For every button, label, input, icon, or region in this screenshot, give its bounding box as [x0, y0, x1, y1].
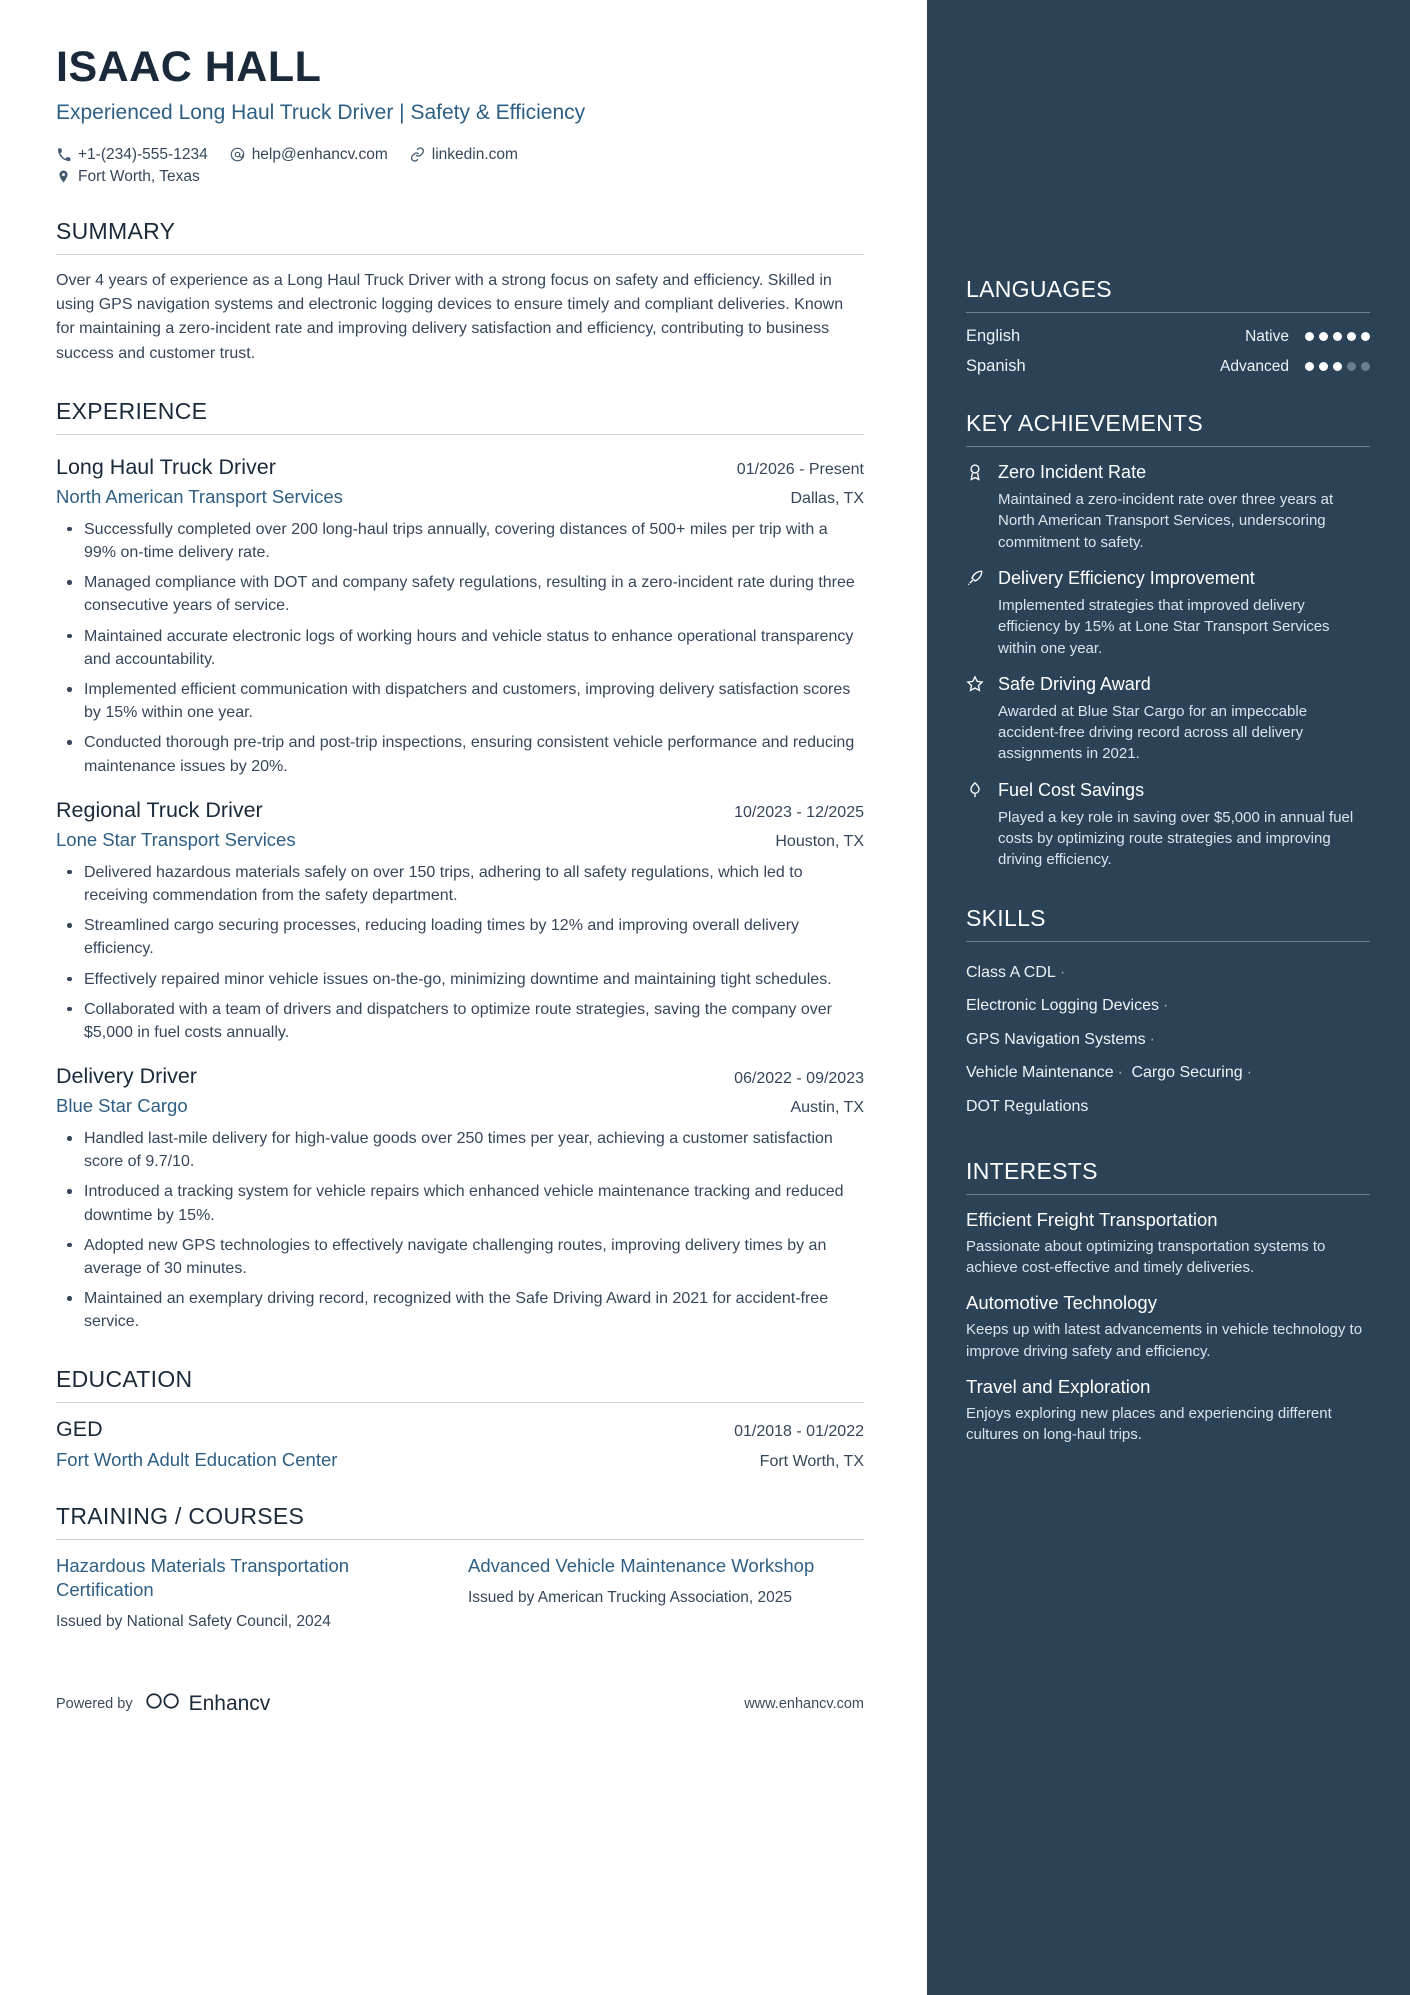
rating-dot [1319, 332, 1328, 341]
location-icon [56, 169, 71, 184]
phone-icon [56, 147, 71, 162]
experience-item [56, 1064, 864, 1334]
achievement-desc: Awarded at Blue Star Cargo for an impeccable accident-free driving record across all delivery assignments in 2021. [998, 702, 1308, 763]
language-level: Advanced [1220, 357, 1289, 375]
job-bullet: Successfully completed over 200 long-haul trips annually, covering distances of 500+ miles per trip with a 99% on-time delivery rate. [82, 518, 864, 564]
skill-separator: · [1117, 1064, 1123, 1082]
interest-title: Automotive Technology [966, 1292, 1157, 1314]
education-location: Fort Worth, TX [759, 1452, 864, 1470]
job-company: North American Transport Services [56, 485, 343, 507]
job-bullet: Maintained accurate electronic logs of working hours and vehicle status to enhance operational transparency and accountability. [82, 625, 864, 671]
skill-item: Electronic Logging Devices [966, 997, 1159, 1015]
skill-item: Class A CDL [966, 963, 1056, 981]
rocket-icon [966, 567, 986, 659]
interest-desc: Keeps up with latest advancements in vehicle technology to improve driving safety and efficiency. [966, 1321, 1363, 1360]
skills-list [966, 956, 1370, 1124]
job-bullet: Introduced a tracking system for vehicle repairs which enhanced vehicle maintenance tracking and reduced downtime by 15%. [82, 1180, 864, 1226]
achievement-item [966, 461, 1370, 553]
contact-phone-text: +1-(234)-555-1234 [78, 145, 208, 163]
course-issuer: Issued by American Trucking Association, 2025 [468, 1588, 792, 1606]
rating-dot [1361, 362, 1370, 371]
skill-separator: · [1059, 963, 1066, 981]
link-icon [410, 147, 425, 162]
job-location: Austin, TX [790, 1099, 864, 1117]
achievement-title: Fuel Cost Savings [998, 779, 1145, 800]
rating-dot [1347, 332, 1356, 341]
enhancv-mark-icon [145, 1691, 181, 1717]
rating-dot [1333, 362, 1342, 371]
skill-separator: · [1149, 1030, 1155, 1048]
contact-location-text: Fort Worth, Texas [78, 167, 200, 185]
section-title-achievements: KEY ACHIEVEMENTS [966, 410, 1204, 436]
job-location: Dallas, TX [790, 489, 864, 507]
language-name: Spanish [966, 357, 1026, 375]
divider [966, 446, 1370, 447]
job-company: Lone Star Transport Services [56, 828, 296, 850]
skill-separator: · [1163, 997, 1169, 1015]
job-company: Blue Star Cargo [56, 1095, 188, 1117]
language-rating [1305, 362, 1370, 371]
achievement-item [966, 673, 1370, 765]
education-date: 01/2018 - 01/2022 [734, 1422, 864, 1440]
course-issuer: Issued by National Safety Council, 2024 [56, 1613, 331, 1631]
award-icon [966, 461, 986, 553]
rating-dot [1305, 332, 1314, 341]
skill-item: Cargo Securing [1131, 1064, 1243, 1082]
job-bullet: Maintained an exemplary driving record, recognized with the Safe Driving Award in 2021 for accident-free service. [82, 1287, 864, 1333]
divider [966, 941, 1370, 942]
education-degree: GED [56, 1416, 103, 1441]
course-item [468, 1554, 838, 1633]
job-bullet: Adopted new GPS technologies to effectively navigate challenging routes, improving delivery times by an average of 30 minutes. [82, 1234, 864, 1280]
interest-item [966, 1209, 1370, 1279]
interest-desc: Passionate about optimizing transportation systems to achieve cost-effective and timely deliveries. [966, 1237, 1326, 1276]
skill-item: Vehicle Maintenance [966, 1064, 1114, 1082]
email-icon [230, 147, 245, 162]
divider [56, 1539, 864, 1540]
language-item [966, 357, 1370, 376]
job-date: 10/2023 - 12/2025 [734, 803, 864, 821]
divider [56, 1402, 864, 1403]
enhancv-brand-text: Enhancv [188, 1691, 271, 1715]
section-title-interests: INTERESTS [966, 1157, 1098, 1184]
course-item [56, 1554, 426, 1633]
job-title: Delivery Driver [56, 1064, 197, 1089]
section-title-education: EDUCATION [56, 1365, 193, 1392]
job-date: 01/2026 - Present [736, 460, 864, 478]
contact-email-text: help@enhancv.com [251, 145, 388, 163]
achievement-title: Delivery Efficiency Improvement [998, 567, 1255, 588]
candidate-name: ISAAC HALL [56, 43, 322, 91]
achievement-item [966, 567, 1370, 659]
fuel-icon [966, 779, 986, 871]
education-item [56, 1417, 864, 1471]
section-title-training: TRAINING / COURSES [56, 1502, 305, 1529]
rating-dot [1305, 362, 1314, 371]
contact-location [56, 168, 200, 186]
language-rating [1305, 332, 1370, 341]
achievement-desc: Played a key role in saving over $5,000 in annual fuel costs by optimizing route strategies and improving driving efficiency. [998, 808, 1354, 869]
section-title-languages: LANGUAGES [966, 276, 1112, 302]
achievement-item [966, 779, 1370, 871]
course-name: Hazardous Materials Transportation Certification [56, 1554, 350, 1600]
skill-separator: · [1246, 1064, 1252, 1082]
job-bullet: Managed compliance with DOT and company safety regulations, resulting in a zero-incident rate during three consecutive years of service. [82, 571, 864, 617]
footer-website[interactable]: www.enhancv.com [744, 1695, 864, 1712]
powered-by-block [56, 1691, 270, 1717]
job-title: Long Haul Truck Driver [56, 454, 276, 479]
rating-dot [1361, 332, 1370, 341]
divider [966, 312, 1370, 313]
contact-row-primary [56, 146, 716, 164]
job-title: Regional Truck Driver [56, 797, 263, 822]
divider [56, 254, 864, 255]
achievement-title: Zero Incident Rate [998, 462, 1147, 482]
section-title-skills: SKILLS [966, 904, 1046, 931]
section-title-summary: SUMMARY [56, 217, 176, 244]
course-name: Advanced Vehicle Maintenance Workshop [468, 1554, 815, 1576]
job-bullet: Delivered hazardous materials safely on over 150 trips, adhering to all safety regulations, which led to receiving commendation from the safety department. [82, 861, 864, 907]
job-bullet: Streamlined cargo securing processes, reducing loading times by 12% and improving overall delivery efficiency. [82, 914, 864, 960]
section-title-experience: EXPERIENCE [56, 397, 208, 424]
language-item [966, 327, 1370, 346]
job-bullet: Implemented efficient communication with dispatchers and customers, improving delivery satisfaction scores by 15% within one year. [82, 678, 864, 724]
interest-item [966, 1376, 1370, 1446]
interest-title: Efficient Freight Transportation [966, 1208, 1218, 1230]
training-courses [56, 1554, 864, 1633]
resume-sidebar [920, 0, 1410, 1995]
skill-item: DOT Regulations [966, 1098, 1089, 1116]
language-name: English [966, 327, 1021, 345]
divider [56, 434, 864, 435]
rating-dot [1333, 332, 1342, 341]
contact-phone[interactable] [56, 146, 208, 164]
candidate-headline: Experienced Long Haul Truck Driver | Safety & Efficiency [56, 101, 586, 125]
summary-text: Over 4 years of experience as a Long Haul Truck Driver with a strong focus on safety and efficiency. Skilled in using GPS navigation systems and electronic logging devices to ensure timely and compliant deliveries. Known for maintaining a zero-incident rate and improving delivery satisfaction and efficiency, contributing to business success and customer trust. [56, 271, 844, 362]
rating-dot [1347, 362, 1356, 371]
job-bullet: Handled last-mile delivery for high-value goods over 250 times per year, achieving a customer satisfaction score of 9.7/10. [82, 1127, 864, 1173]
interest-title: Travel and Exploration [966, 1375, 1151, 1397]
divider [966, 1194, 1370, 1195]
job-date: 06/2022 - 09/2023 [734, 1070, 864, 1088]
interest-item [966, 1292, 1370, 1362]
job-bullets [56, 861, 864, 1044]
education-school: Fort Worth Adult Education Center [56, 1448, 338, 1470]
powered-by-label: Powered by [56, 1695, 133, 1712]
job-bullet: Collaborated with a team of drivers and dispatchers to optimize route strategies, saving the company over $5,000 in fuel costs annually. [82, 998, 864, 1044]
job-location: Houston, TX [775, 832, 864, 850]
contact-link-text: linkedin.com [431, 145, 518, 163]
rating-dot [1319, 362, 1328, 371]
contact-link[interactable] [410, 146, 518, 164]
job-bullet: Effectively repaired minor vehicle issues on-the-go, minimizing downtime and maintaining tight schedules. [82, 968, 864, 991]
job-bullet: Conducted thorough pre-trip and post-trip inspections, ensuring consistent vehicle performance and reducing maintenance issues by 20%. [82, 731, 864, 777]
contact-email[interactable] [230, 146, 388, 164]
contact-row-secondary [56, 168, 716, 186]
skill-item: GPS Navigation Systems [966, 1030, 1146, 1048]
job-bullets [56, 1127, 864, 1334]
page-footer [56, 1691, 864, 1751]
job-bullets [56, 518, 864, 778]
experience-item [56, 798, 864, 1044]
enhancv-logo[interactable] [145, 1691, 271, 1717]
experience-item [56, 455, 864, 778]
star-icon [966, 673, 986, 765]
achievement-title: Safe Driving Award [998, 673, 1151, 694]
achievement-desc: Implemented strategies that improved delivery efficiency by 15% at Lone Star Transport Services within one year. [998, 596, 1330, 657]
interest-desc: Enjoys exploring new places and experiencing different cultures on long-haul trips. [966, 1404, 1332, 1444]
language-level: Native [1245, 327, 1289, 345]
achievement-desc: Maintained a zero-incident rate over three years at North American Transport Services, underscoring commitment to safety. [998, 491, 1334, 551]
